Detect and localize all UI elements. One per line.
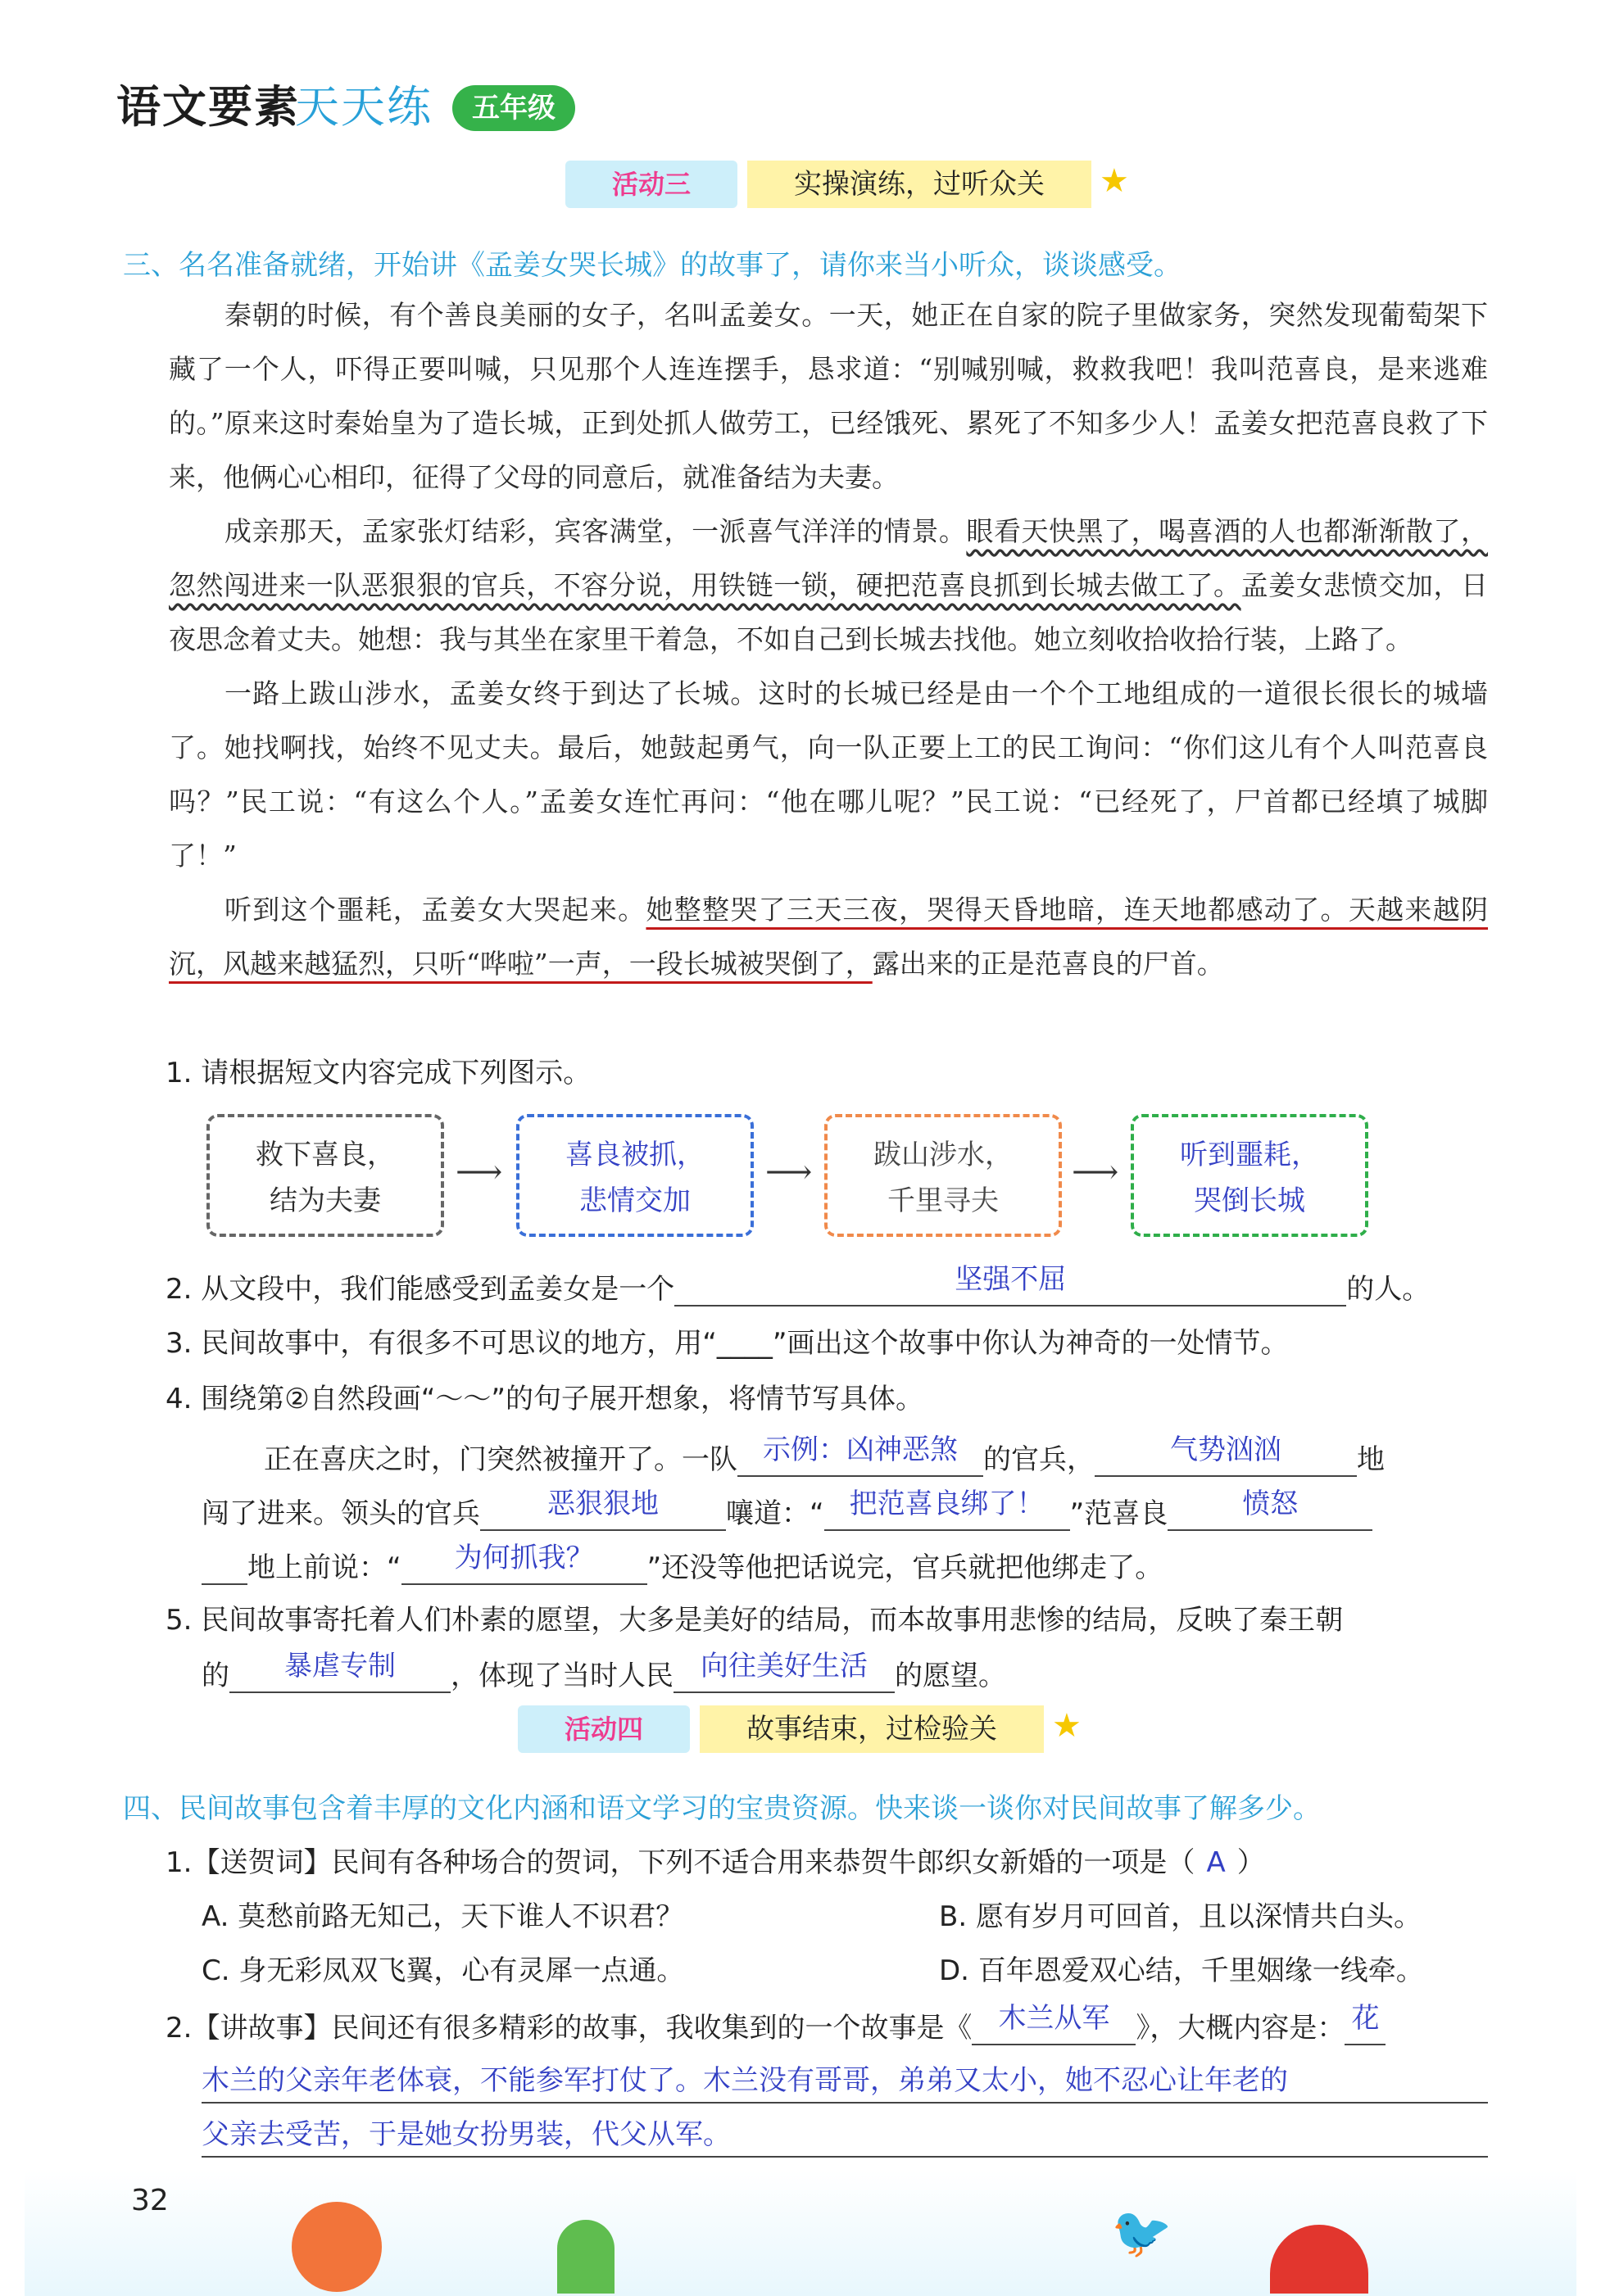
- activity-3-title: 实操演练，过听众关: [747, 161, 1091, 208]
- story-text: [169, 288, 1488, 991]
- option-c: C. 身无彩凤双飞翼，心有灵犀一点通。: [202, 1954, 685, 1987]
- wavy-mark: ～～: [435, 1383, 492, 1415]
- section-3-heading: 三、名名准备就绪，开始讲《孟姜女哭长城》的故事了，请你来当小听众，谈谈感受。: [123, 249, 1181, 282]
- answer-blank[interactable]: 花: [1345, 2004, 1386, 2045]
- flow-box-1: 救下喜良， 结为夫妻: [206, 1114, 444, 1237]
- answer-blank[interactable]: 把范喜良绑了！: [824, 1489, 1070, 1531]
- question-5-line-2: 的 暴虐专制 ，体现了当时人民 向往美好生活 的愿望。: [202, 1650, 1006, 1692]
- flow-box-4: 听到噩耗， 哭倒长城: [1131, 1114, 1368, 1237]
- arrow-right-icon: ⟶: [456, 1153, 503, 1191]
- book-title: 语文要素: [116, 80, 300, 133]
- choice-answer: A: [1206, 1846, 1226, 1879]
- answer-blank[interactable]: 气势汹汹: [1095, 1435, 1357, 1477]
- answer-blank[interactable]: 暴虐专制: [229, 1651, 451, 1693]
- bear-icon: [292, 2202, 382, 2292]
- answer-blank[interactable]: [202, 1583, 247, 1585]
- option-b: B. 愿有岁月可回首，且以深情共白头。: [939, 1900, 1422, 1933]
- arrow-right-icon: ⟶: [1072, 1153, 1119, 1191]
- arrow-right-icon: ⟶: [765, 1153, 813, 1191]
- flow-box-3: 跋山涉水， 千里寻夫: [824, 1114, 1062, 1237]
- answer-blank[interactable]: 示例：凶神恶煞: [737, 1435, 983, 1477]
- section-4-question-2: 2.【讲故事】民间还有很多精彩的故事，我收集到的一个故事是《 木兰从军 》，大概内容是： 花: [166, 2004, 1386, 2045]
- question-4-line-3: 地上前说：“ 为何抓我？ ”还没等他把话说完，官兵就把他绑走了。: [202, 1543, 1163, 1585]
- book-subtitle: 天天练: [295, 81, 433, 133]
- answer-line[interactable]: 父亲去受苦，于是她女扮男装，代父从军。: [202, 2112, 1488, 2158]
- activity-3-name: 活动三: [565, 161, 737, 208]
- question-1-prompt: 1. 请根据短文内容完成下列图示。: [166, 1057, 592, 1089]
- question-4-line-1: 正在喜庆之时，门突然被撞开了。一队 示例：凶神恶煞 的官兵， 气势汹汹 地: [264, 1433, 1385, 1476]
- wavy-underlined-sentence: 眼看天快黑了，喝喜酒的人也都渐渐散了，忽然闯进来一队恶狠狠的官兵，不容分说，用铁链一锁，硬把范喜良抓到长城去做工了。: [169, 515, 1489, 601]
- question-4-line-2: 闯了进来。领头的官兵 恶狠狠地 嚷道：“ 把范喜良绑了！ ”范喜良 愤怒: [202, 1489, 1372, 1531]
- option-d: D. 百年恩爱双心结，千里姻缘一线牵。: [939, 1954, 1424, 1987]
- answer-blank[interactable]: 为何抓我？: [401, 1543, 647, 1585]
- activity-4-title: 故事结束，过检验关: [700, 1705, 1044, 1753]
- question-4: 4. 围绕第②自然段画“～～”的句子展开想象，将情节写具体。: [166, 1383, 923, 1415]
- story-paragraph-3: 一路上跋山涉水，孟姜女终于到达了长城。这时的长城已经是由一个个工地组成的一道很长很长的城墙了。她找啊找，始终不见丈夫。最后，她鼓起勇气，向一队正要上工的民工询问：“你们这儿有个人叫范喜良吗？”民工说：“有这么个人。”孟姜女连忙再问：“他在哪儿呢？”民工说：“已经死了，尸首都已经填了城脚了！”: [169, 677, 1488, 872]
- red-underlined-sentence: 她整整哭了三天三夜，哭得天昏地暗，连天地都感动了。天越来越阴沉，风越来越猛烈，只听“哗啦”一声，一段长城被哭倒了，: [169, 894, 1489, 980]
- answer-blank[interactable]: 木兰从军: [972, 2004, 1136, 2045]
- story-paragraph-4: 听到这个噩耗，孟姜女大哭起来。她整整哭了三天三夜，哭得天昏地暗，连天地都感动了。天越来越阴沉，风越来越猛烈，只听“哗啦”一声，一段长城被哭倒了，露出来的正是范喜良的尸首。: [169, 894, 1489, 980]
- bird-icon: 🐦: [1111, 2204, 1172, 2262]
- story-paragraph-1: 秦朝的时候，有个善良美丽的女子，名叫孟姜女。一天，她正在自家的院子里做家务，突然发现葡萄架下藏了一个人，吓得正要叫喊，只见那个人连连摆手，恳求道：“别喊别喊，救救我吧！我叫范喜良，是来逃难的。”原来这时秦始皇为了造长城，正到处抓人做劳工，已经饿死、累死了不知多少人！孟姜女把范喜良救了下来，他俩心心相印，征得了父母的同意后，就准备结为夫妻。: [169, 299, 1488, 493]
- answer-blank[interactable]: 向往美好生活: [674, 1651, 895, 1693]
- question-3: 3. 民间故事中，有很多不可思议的地方，用“____”画出这个故事中你认为神奇的一处情节。: [166, 1327, 1289, 1360]
- flow-box-2: 喜良被抓， 悲情交加: [516, 1114, 754, 1237]
- answer-blank[interactable]: 愤怒: [1168, 1489, 1372, 1531]
- section-4-heading: 四、民间故事包含着丰厚的文化内涵和语文学习的宝贵资源。快来谈一谈你对民间故事了解多少。: [123, 1792, 1321, 1825]
- answer-line[interactable]: 木兰的父亲年老体衰，不能参军打仗了。木兰没有哥哥，弟弟又太小，她不忍心让年老的: [202, 2058, 1488, 2104]
- question-2: 2. 从文段中，我们能感受到孟姜女是一个 坚强不屈 的人。: [166, 1263, 1431, 1306]
- leaf-icon: [557, 2220, 615, 2294]
- star-icon: ★: [1100, 162, 1129, 200]
- page-number: 32: [131, 2184, 169, 2217]
- answer-blank[interactable]: 恶狠狠地: [480, 1489, 726, 1531]
- activity-4-name: 活动四: [518, 1705, 690, 1753]
- answer-blank[interactable]: 坚强不屈: [674, 1265, 1346, 1307]
- question-5-line-1: 5. 民间故事寄托着人们朴素的愿望，大多是美好的结局，而本故事用悲惨的结局，反映了秦王朝: [166, 1604, 1344, 1637]
- star-icon: ★: [1052, 1707, 1082, 1745]
- story-paragraph-2: 成亲那天，孟家张灯结彩，宾客满堂，一派喜气洋洋的情景。眼看天快黑了，喝喜酒的人也都渐渐散了，忽然闯进来一队恶狠狠的官兵，不容分说，用铁链一锁，硬把范喜良抓到长城去做工了。孟姜女悲愤交加，日夜思念着丈夫。她想：我与其坐在家里干着急，不如自己到长城去找他。她立刻收拾收拾行装，上路了。: [169, 515, 1489, 655]
- grade-badge: 五年级: [452, 85, 575, 131]
- section-4-question-1: 1.【送贺词】民间有各种场合的贺词，下列不适合用来恭贺牛郎织女新婚的一项是（ A ）: [166, 1846, 1265, 1879]
- option-a: A. 莫愁前路无知己，天下谁人不识君？: [202, 1900, 684, 1933]
